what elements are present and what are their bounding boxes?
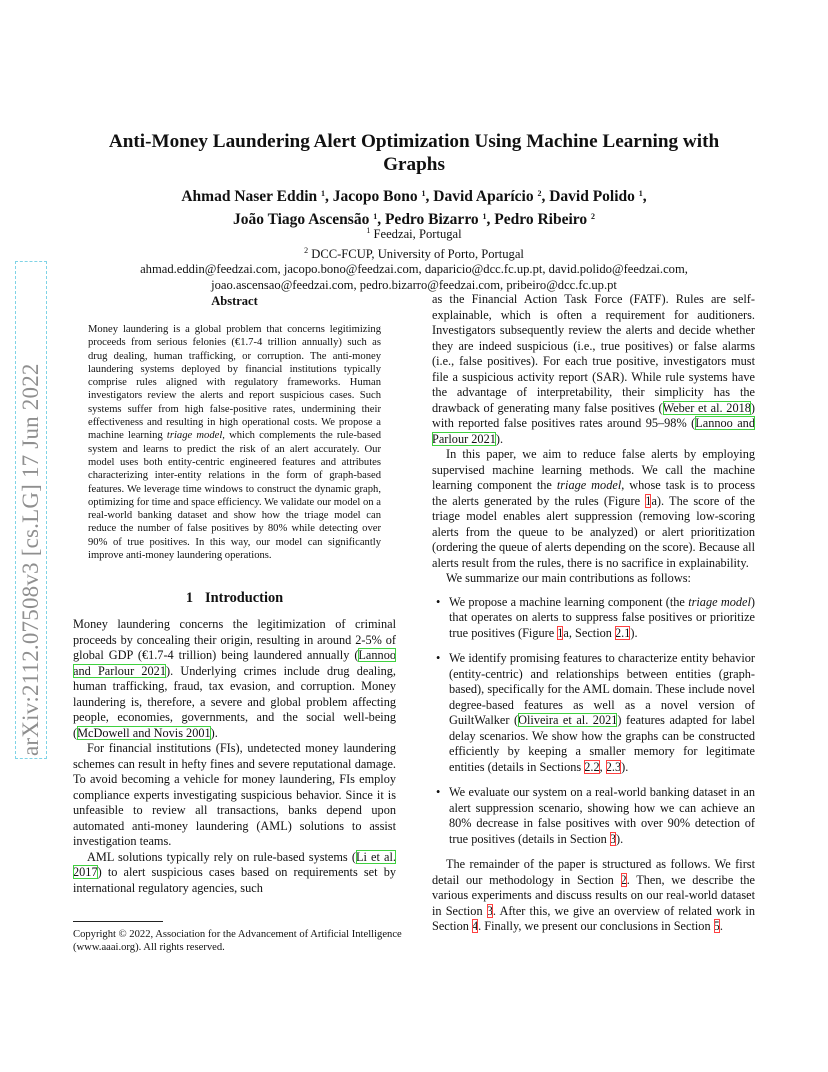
section-reference-link[interactable]: 3 xyxy=(609,831,617,846)
citation-link[interactable]: Lannoo and Parlour 2021 xyxy=(73,648,396,678)
footnote-divider xyxy=(73,921,163,922)
affiliation-mark: 1 xyxy=(421,189,426,198)
affiliation-mark: 2 xyxy=(304,245,309,255)
section-heading-introduction: 1 Introduction xyxy=(185,590,284,607)
affiliation-line xyxy=(60,243,768,263)
author-name: David Polido xyxy=(549,188,635,205)
intro-paragraph-2: For financial institutions (FIs), undetected money laundering schemes can result in hefty fines and severe reputational damage. To avoid becoming a vehicle for money laundering, FIs employ compliance experts investigating suspicious behavior. Since it is unfeasible to review all transactions, banks depend upon automated anti-money laundering (AML) solutions to assist investigation teams. xyxy=(73,741,396,849)
affiliation-mark: 2 xyxy=(537,189,542,198)
paragraph: In this paper, we aim to reduce false alerts by employing supervised machine learning methods. We call the machine learning component the triage model, whose task is to process the alerts generated by the rules (Figure 1a). The score of the triage model enables alert suppression (removing low-scoring alerts from the queue to be analyzed) or alert prioritization (ordering the queue of alerts depending on the score). Because all alerts result from the rules, there is no sacrifice in explainability. xyxy=(432,447,756,570)
author-name: João Tiago Ascensão xyxy=(232,211,370,228)
affiliation-mark: 2 xyxy=(591,212,596,221)
author-list: Ahmad Naser Eddin $^1$, Jacopo Bono $^1$, David Aparício $^2$, David Polido $^1$, João Tiago Ascensão $^1$, Pedro Bizarro $^1$, Pedro Ribeiro $^2$ xyxy=(181,188,647,228)
affiliation-text: Feedzai, Portugal xyxy=(373,227,462,241)
list-item: • We evaluate our system on a real-world banking dataset in an alert suppression scenario, showing how we can achieve an 80% decrease in false positives with over 90% detection of true positives (details in Section 3). xyxy=(436,785,755,846)
author-name: Pedro Ribeiro xyxy=(494,211,588,228)
author-name: Ahmad Naser Eddin xyxy=(181,188,318,205)
citation-link[interactable]: McDowell and Novis 2001 xyxy=(77,725,211,740)
arxiv-identifier-stamp: arXiv:2112.07508v3 [cs.LG] 17 Jun 2022 xyxy=(14,260,48,760)
intro-paragraph-1: Money laundering concerns the legitimization of criminal proceeds by concealing their origin, resulting in around 2-5% of global GDP (€1.7-4 trillion) being laundered annually (Lannoo and Parlour 2021). Underlying crimes include drug dealing, human trafficking, fraud, tax evasion, and corruption. Money laundering is, therefore, a severe and global problem affecting people, economies, governments, and the social well-being (McDowell and Novis 2001). xyxy=(73,617,396,740)
left-column xyxy=(73,292,396,896)
affiliation-text: DCC-FCUP, University of Porto, Portugal xyxy=(311,246,524,261)
bullet-icon: • xyxy=(436,785,441,799)
affiliation-mark: 1 xyxy=(321,189,326,198)
emphasis: triage model xyxy=(688,594,751,609)
paragraph: The remainder of the paper is structured as follows. We first detail our methodology in Section 2. Then, we describe the various experiments and discuss results on our real-world dataset in Section 3. After this, we give an overview of related work in Section 4. Finally, we present our conclusions in Section 5. xyxy=(432,857,755,933)
author-name: David Aparício xyxy=(433,188,534,205)
section-reference-link[interactable]: 2.1 xyxy=(615,625,631,640)
list-item: • We propose a machine learning component (the triage model) that operates on alerts to suppress false positives or prioritize true positives (Figure 1a, Section 2.1). xyxy=(436,594,756,640)
affiliation-line xyxy=(60,223,768,243)
figure-reference-link[interactable]: 1 xyxy=(645,493,652,508)
figure-reference-link[interactable]: 1 xyxy=(557,625,564,640)
section-reference-link[interactable]: 2.2 xyxy=(584,759,600,774)
affiliation-mark: 1 xyxy=(366,226,371,235)
affiliation-mark: 1 xyxy=(638,189,643,198)
abstract-text: Money laundering is a global problem that concerns legitimizing proceeds from serious felonies (€1.7-4 trillion annually) such as drug dealing, human trafficking, or corruption. The anti-money laundering systems deployed by financial institutions typically comprise rules aligned with regulatory frameworks. Human investigators review the alerts and report suspicious cases. Such systems suffer from high false-positive rates, undermining their effectiveness and resulting in high operational costs. We propose a machine learning triage model, which complements the rule-based system and learns to predict the risk of an alert accurately. Our model uses both entity-centric engineered features and attributes characterizing inter-entity relations in the form of graph-based features. We leverage time windows to construct the dynamic graph, optimizing for time and space efficiency. We validate our model on a real-world banking dataset and show how the triage model can reduce the number of false positives by 80% while detecting over 90% of true positives. In this way, our model can significantly improve anti-money laundering operations. xyxy=(88,324,382,562)
citation-link[interactable]: Li et al. 2017 xyxy=(73,849,397,880)
author-name: Pedro Bizarro xyxy=(384,211,479,228)
list-item: • We identify promising features to characterize entity behavior (entity-centric) and relationships between entities (graph-based), specifically for the AML domain. These include novel degree-based features as well as a novel version of GuiltWalker (Oliveira et al. 2021) features adapted for label delay scenarios. We show how the graphs can be constructed efficiently by keeping a smaller memory for legitimate entities (details in Sections 2.2, 2.3). xyxy=(436,651,755,774)
bullet-icon: • xyxy=(436,594,441,609)
section-reference-link[interactable]: 5 xyxy=(713,919,720,933)
citation-link[interactable]: Lannoo and Parlour 2021 xyxy=(432,416,755,446)
affiliation-mark: 1 xyxy=(482,212,487,221)
affiliations xyxy=(60,223,768,293)
section-reference-link[interactable]: 4 xyxy=(471,919,479,933)
contributions-list xyxy=(432,595,755,848)
emphasis: triage model xyxy=(166,430,223,442)
paragraph: as the Financial Action Task Force (FATF). Rules are self-explainable, which is often a requirement for auditioners. Investigators subsequently review the alerts and decide whether they are indeed suspicious (i.e., true positives) or false alarms (i.e., false positives). For each true positive, investigators must file a suspicious activity report (SAR). While rule systems have the advantage of interpretability, their simplicity has the drawback of generating many false positives (Weber et al. 2018) with reported false positives rates around 95–98% (Lannoo and Parlour 2021). xyxy=(432,292,756,446)
bullet-icon: • xyxy=(436,651,441,665)
citation-link[interactable]: Oliveira et al. 2021 xyxy=(518,713,618,727)
section-reference-link[interactable]: 2 xyxy=(620,872,627,887)
copyright-footnote: Copyright © 2022, Association for the Advancement of Artificial Intelligence (www.aaai.org). All rights reserved. xyxy=(73,929,402,954)
abstract-heading: Abstract xyxy=(211,294,258,308)
email-line: joao.ascensao@feedzai.com, pedro.bizarro@feedzai.com, pribeiro@dcc.fc.up.pt xyxy=(211,277,617,292)
intro-paragraph-3: AML solutions typically rely on rule-based systems (Li et al. 2017) to alert suspicious cases based on requirements set by international regulatory agencies, such xyxy=(73,849,397,895)
paragraph: We summarize our main contributions as follows: xyxy=(446,571,691,585)
citation-link[interactable]: Weber et al. 2018 xyxy=(662,400,751,415)
paper-title: Anti-Money Laundering Alert Optimization Using Machine Learning with Graphs xyxy=(108,131,720,175)
emphasis: triage model xyxy=(556,478,622,492)
email-line: ahmad.eddin@feedzai.com, jacopo.bono@feedzai.com, daparicio@dcc.fc.up.pt, david.polido@feedzai.com, xyxy=(140,262,688,276)
affiliation-mark: 1 xyxy=(373,212,378,221)
section-reference-link[interactable]: 2.3 xyxy=(605,759,622,774)
section-reference-link[interactable]: 3 xyxy=(486,903,493,918)
author-name: Jacopo Bono xyxy=(332,188,418,205)
right-column xyxy=(432,292,755,935)
